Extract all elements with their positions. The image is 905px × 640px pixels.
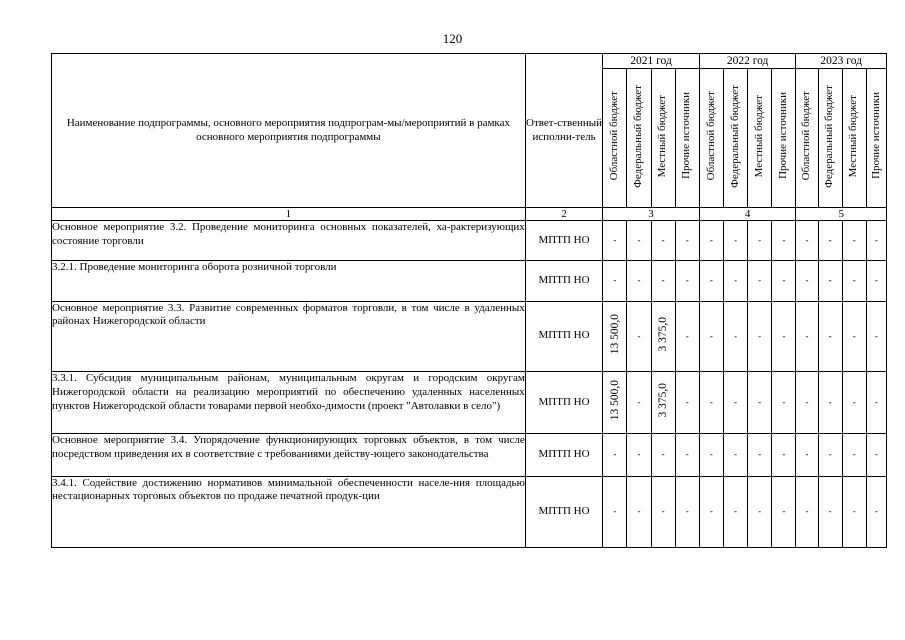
table-row — [52, 434, 887, 476]
row-value-empty: - — [818, 221, 842, 261]
row-value-text: 3 375,0 — [656, 383, 669, 418]
row-value-empty: - — [627, 476, 651, 547]
row-value-empty: - — [675, 372, 699, 434]
header-regional-budget: Областной бюджет — [603, 69, 627, 208]
header-local-budget: Местный бюджет — [842, 69, 866, 208]
row-value — [603, 301, 627, 371]
row-value-empty: - — [866, 221, 886, 261]
row-value-empty: - — [627, 434, 651, 476]
row-value-text: 13 500,0 — [608, 313, 621, 355]
row-executor: МПТП НО — [525, 261, 602, 301]
column-number: 3 — [603, 208, 700, 221]
row-value-empty: - — [651, 261, 675, 301]
row-value-empty: - — [699, 261, 723, 301]
row-value-empty: - — [818, 261, 842, 301]
row-value-empty: - — [723, 261, 747, 301]
row-name: 3.4.1. Содействие достижению нормативов минимальной обеспеченности населе-ния площадью нестационарных торговых объектов по продаже печатной продук-ции — [52, 476, 526, 547]
row-value-empty: - — [627, 372, 651, 434]
row-value-empty: - — [796, 221, 818, 261]
table-row — [52, 301, 887, 371]
row-value-empty: - — [842, 261, 866, 301]
row-name: Основное мероприятие 3.3. Развитие современных форматов торговли, в том числе в удаленных районах Нижегородской области — [52, 301, 526, 371]
row-value-empty: - — [866, 434, 886, 476]
row-value-empty: - — [866, 476, 886, 547]
row-value-empty: - — [699, 221, 723, 261]
header-federal-budget: Федеральный бюджет — [818, 69, 842, 208]
column-number: 4 — [699, 208, 796, 221]
row-value-empty: - — [699, 476, 723, 547]
row-executor: МПТП НО — [525, 372, 602, 434]
row-value-empty: - — [651, 221, 675, 261]
row-value — [651, 372, 675, 434]
row-value-empty: - — [842, 372, 866, 434]
row-value — [651, 301, 675, 371]
row-value-empty: - — [748, 372, 772, 434]
row-value-empty: - — [818, 476, 842, 547]
row-value-empty: - — [842, 221, 866, 261]
page-number: 120 — [442, 31, 463, 46]
header-federal-budget: Федеральный бюджет — [627, 69, 651, 208]
column-number-row — [52, 208, 887, 221]
row-value-empty: - — [818, 372, 842, 434]
header-year-2022: 2022 год — [699, 54, 796, 69]
row-value-empty: - — [796, 261, 818, 301]
row-value-empty: - — [818, 434, 842, 476]
row-executor: МПТП НО — [525, 221, 602, 261]
row-value-empty: - — [699, 434, 723, 476]
header-local-budget: Местный бюджет — [651, 69, 675, 208]
row-value-empty: - — [723, 221, 747, 261]
row-value-empty: - — [748, 476, 772, 547]
header-regional-budget: Областной бюджет — [699, 69, 723, 208]
row-value-empty: - — [627, 261, 651, 301]
row-value-empty: - — [842, 476, 866, 547]
row-value-empty: - — [675, 261, 699, 301]
row-executor: МПТП НО — [525, 476, 602, 547]
row-value-empty: - — [772, 476, 796, 547]
row-value-empty: - — [818, 301, 842, 371]
header-name-column: Наименование подпрограммы, основного мероприятия подпрограм-мы/мероприятий в рамках основного мероприятия подпрограммы — [52, 54, 526, 208]
row-value-empty: - — [603, 434, 627, 476]
row-name: 3.2.1. Проведение мониторинга оборота розничной торговли — [52, 261, 526, 301]
row-value-empty: - — [748, 301, 772, 371]
row-value-empty: - — [866, 261, 886, 301]
column-number: 1 — [52, 208, 526, 221]
row-value-empty: - — [842, 301, 866, 371]
header-other-sources: Прочие источники — [772, 69, 796, 208]
header-regional-budget: Областной бюджет — [796, 69, 818, 208]
row-value-empty: - — [603, 476, 627, 547]
table-row — [52, 372, 887, 434]
header-federal-budget: Федеральный бюджет — [723, 69, 747, 208]
row-value-empty: - — [603, 261, 627, 301]
row-value-empty: - — [748, 221, 772, 261]
row-value-empty: - — [842, 434, 866, 476]
row-name: Основное мероприятие 3.2. Проведение мониторинга основных показателей, ха-рактеризующих состояние торговли — [52, 221, 526, 261]
row-value-empty: - — [627, 301, 651, 371]
row-executor: МПТП НО — [525, 301, 602, 371]
row-value-empty: - — [723, 434, 747, 476]
row-value-empty: - — [651, 434, 675, 476]
row-value-empty: - — [675, 221, 699, 261]
row-value-empty: - — [723, 372, 747, 434]
header-year-2023: 2023 год — [796, 54, 887, 69]
row-name: Основное мероприятие 3.4. Упорядочение функционирующих торговых объектов, в том числе посредством приведения их в соответствие с требованиями действу-ющего законодательства — [52, 434, 526, 476]
budget-table — [51, 53, 887, 548]
row-value-empty: - — [772, 372, 796, 434]
row-value-empty: - — [699, 372, 723, 434]
row-value-empty: - — [796, 372, 818, 434]
row-value-text: 3 375,0 — [656, 316, 669, 352]
table-row — [52, 221, 887, 261]
row-value-empty: - — [699, 301, 723, 371]
row-executor: МПТП НО — [525, 434, 602, 476]
row-value-empty: - — [675, 476, 699, 547]
row-value-empty: - — [772, 221, 796, 261]
column-number: 5 — [796, 208, 887, 221]
row-value-empty: - — [866, 301, 886, 371]
row-value — [603, 372, 627, 434]
row-value-empty: - — [748, 261, 772, 301]
table-row — [52, 476, 887, 547]
row-value-empty: - — [796, 476, 818, 547]
row-name: 3.3.1. Субсидия муниципальным районам, муниципальным округам и городским округам Нижегородской области на реализацию мероприятий по обеспечению удаленных населенных пунктов Нижегородской области товарами первой необхо-димости (проект "Автолавки в село") — [52, 372, 526, 434]
header-executor-column: Ответ-ственный исполни-тель — [525, 54, 602, 208]
row-value-empty: - — [772, 434, 796, 476]
row-value-empty: - — [772, 261, 796, 301]
header-other-sources: Прочие источники — [675, 69, 699, 208]
row-value-empty: - — [772, 301, 796, 371]
row-value-empty: - — [796, 301, 818, 371]
row-value-text: 13 500,0 — [608, 380, 621, 421]
row-value-empty: - — [723, 301, 747, 371]
row-value-empty: - — [627, 221, 651, 261]
table-row — [52, 261, 887, 301]
row-value-empty: - — [748, 434, 772, 476]
column-number: 2 — [525, 208, 602, 221]
row-value-empty: - — [675, 301, 699, 371]
row-value-empty: - — [796, 434, 818, 476]
header-other-sources: Прочие источники — [866, 69, 886, 208]
row-value-empty: - — [651, 476, 675, 547]
row-value-empty: - — [675, 434, 699, 476]
row-value-empty: - — [603, 221, 627, 261]
header-year-2021: 2021 год — [603, 54, 700, 69]
header-local-budget: Местный бюджет — [748, 69, 772, 208]
row-value-empty: - — [866, 372, 886, 434]
row-value-empty: - — [723, 476, 747, 547]
